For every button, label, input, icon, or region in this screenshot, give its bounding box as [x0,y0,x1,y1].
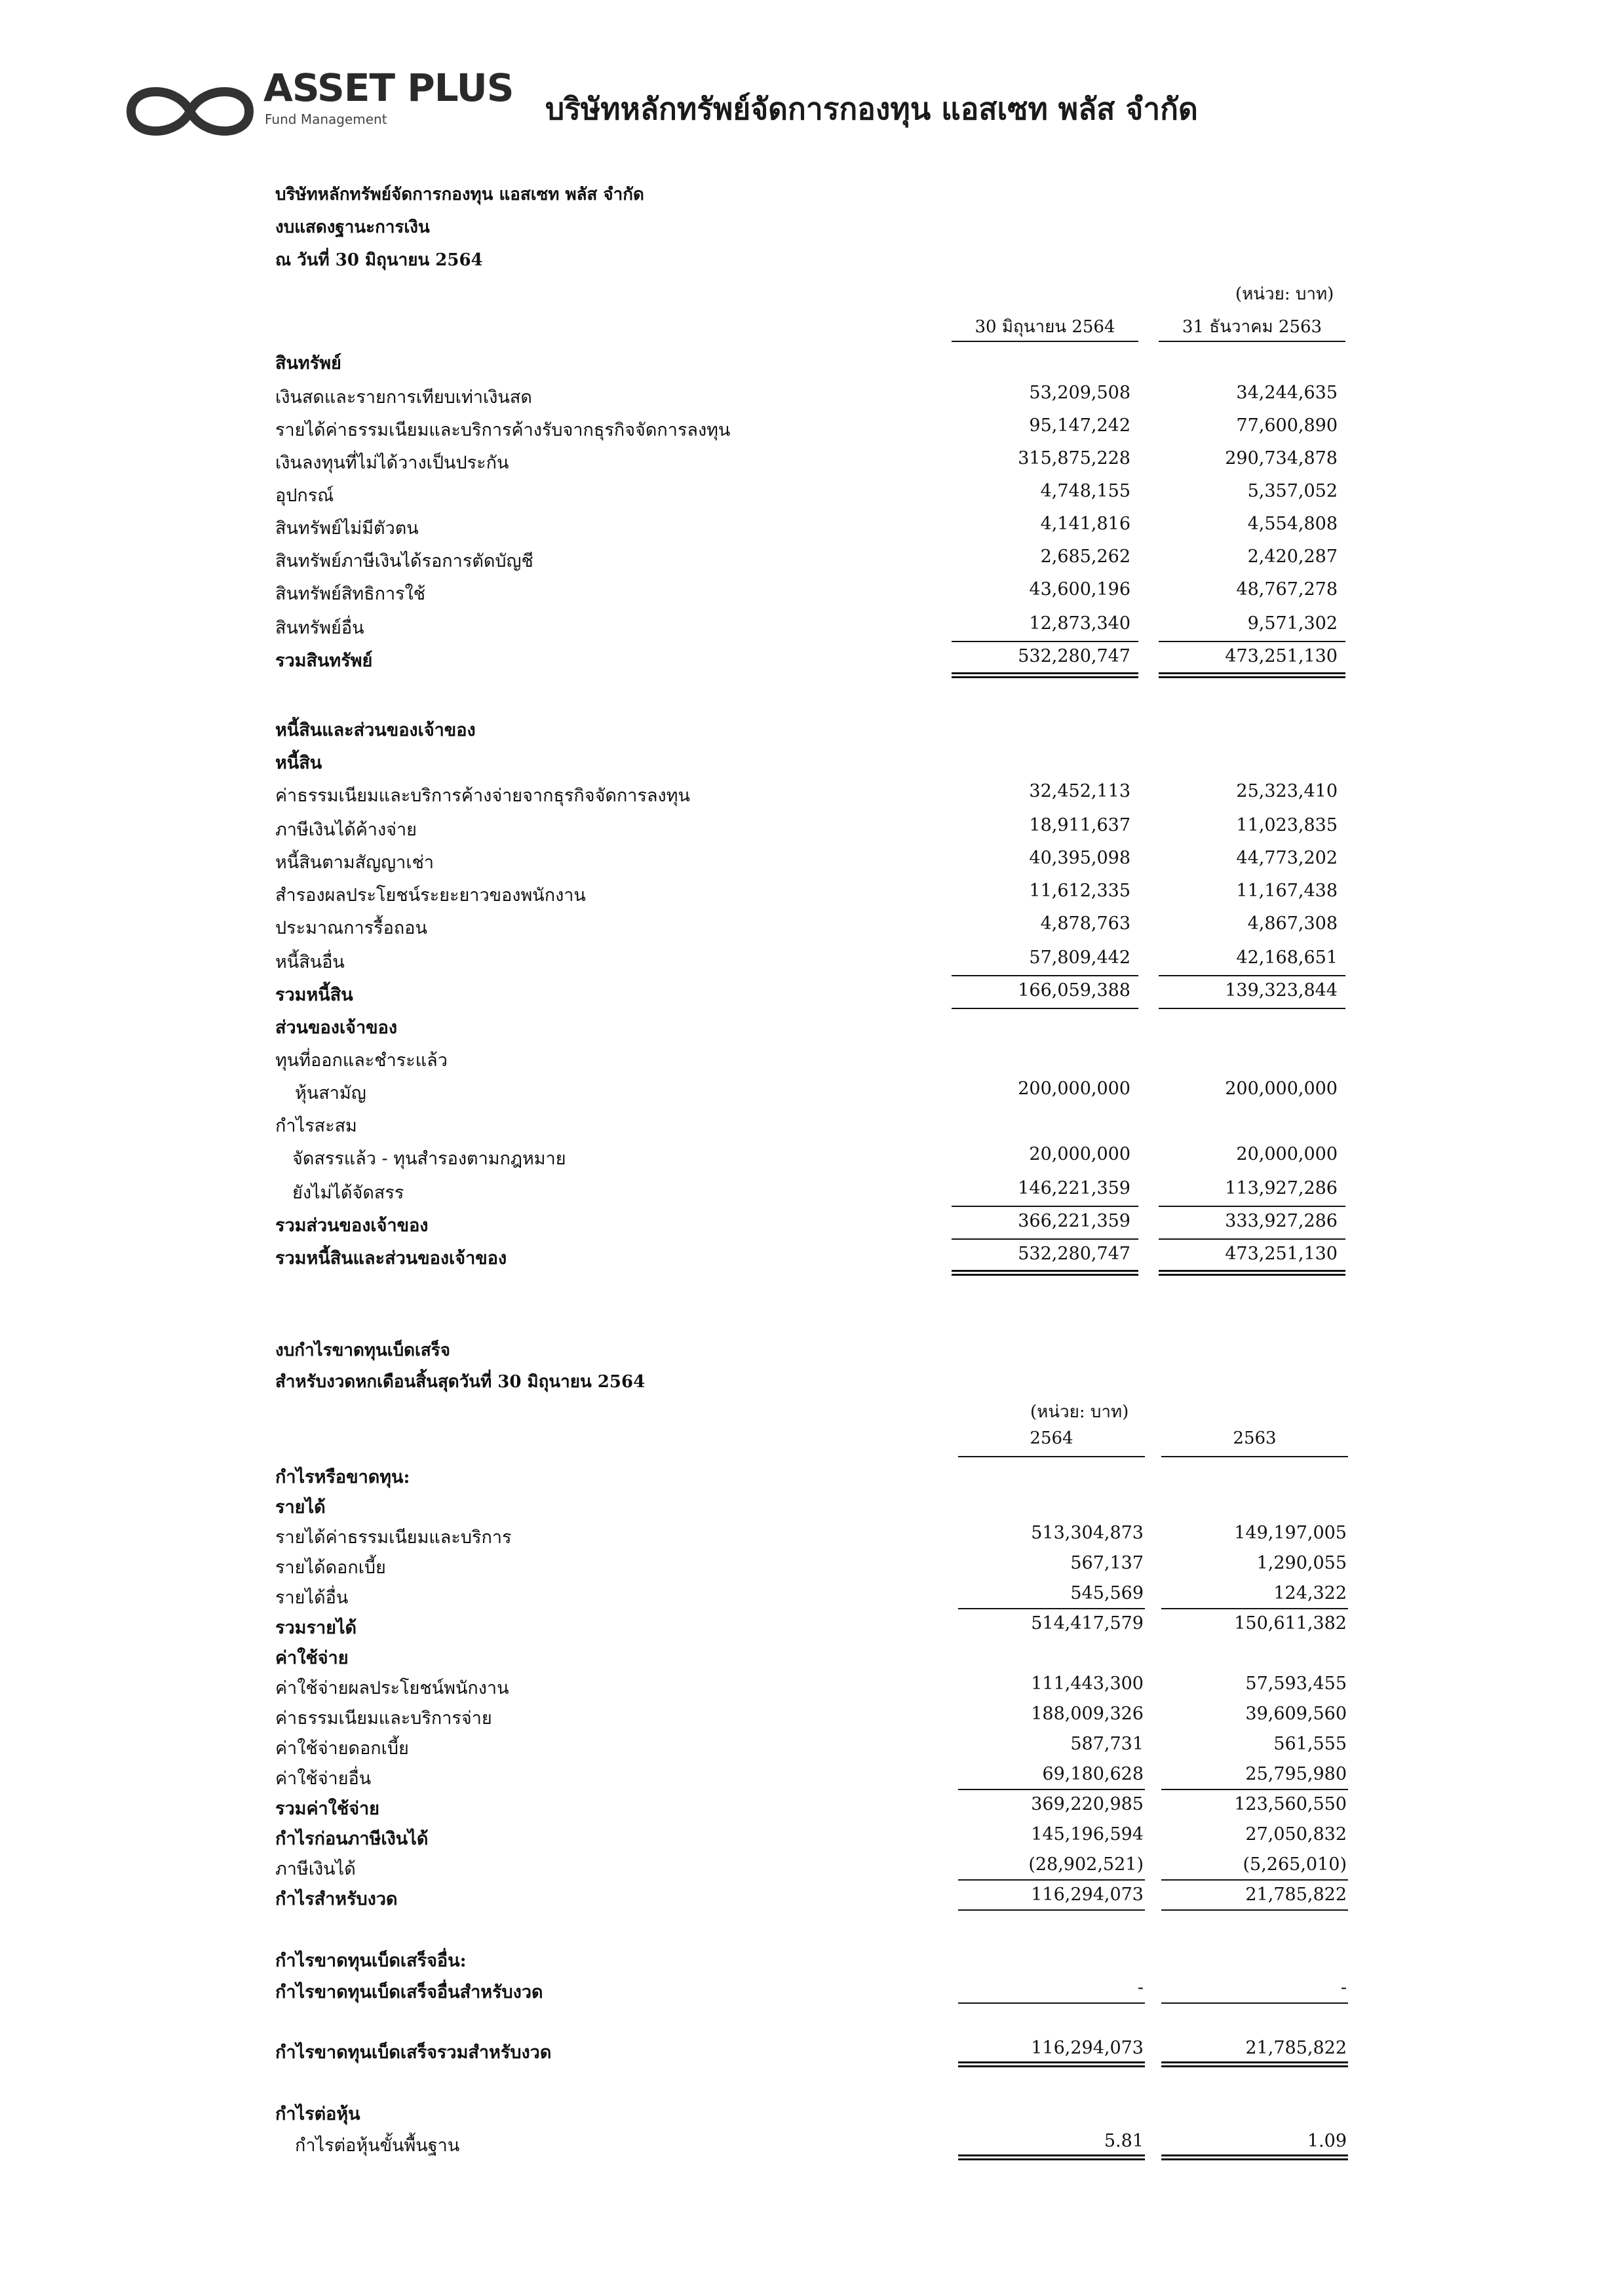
statement-row [0,1942,1622,1975]
statement-row [0,1881,1622,1913]
row-label: รายได้ [275,1497,326,1518]
value-prior-period: 11,167,438 [1236,881,1338,901]
statement-row [0,944,1622,976]
statement-row [0,379,1622,411]
value-current-period: 53,209,508 [1029,383,1130,403]
statement-row [0,1009,1622,1042]
value-prior-period: 123,560,550 [1234,1794,1347,1814]
statement-row [0,1140,1622,1173]
value-prior-period: 149,197,005 [1234,1523,1347,1543]
value-current-period: 18,911,637 [1029,815,1130,835]
row-label: กำไรขาดทุนเบ็ดเสร็จรวมสำหรับงวด [275,2042,552,2063]
bs-title-date: ณ วันที่ 30 มิถุนายน 2564 [275,250,483,270]
statement-row [0,1579,1622,1612]
statement-row [0,1107,1622,1140]
is-title-statement: งบกำไรขาดทุนเบ็ดเสร็จ [275,1341,450,1360]
value-prior-period: 25,795,980 [1245,1764,1347,1784]
bs-column-header-2564: 30 มิถุนายน 2564 [975,317,1115,337]
statement-row [0,1639,1622,1672]
row-label: อุปกรณ์ [275,486,334,506]
statement-row [0,543,1622,575]
value-prior-period: 113,927,286 [1225,1178,1338,1198]
value-current-period: 514,417,579 [1031,1613,1144,1634]
row-label: รวมหนี้สินและส่วนของเจ้าของ [275,1248,507,1269]
value-prior-period: 44,773,202 [1236,848,1338,868]
value-current-period: 545,569 [1070,1583,1144,1603]
row-label: กำไรขาดทุนเบ็ดเสร็จอื่น: [275,1951,467,1971]
row-label: ค่าใช้จ่าย [275,1648,349,1668]
statement-row [0,510,1622,543]
row-label: ประมาณการรื้อถอน [275,918,427,938]
value-prior-period: 2,420,287 [1247,546,1338,567]
value-current-period: 32,452,113 [1029,781,1130,801]
statement-row [0,1730,1622,1763]
value-current-period: 366,221,359 [1018,1211,1130,1231]
statement-row [0,1760,1622,1793]
row-label: สำรองผลประโยชน์ระยะยาวของพนักงาน [275,885,586,906]
statement-row [0,909,1622,942]
row-label: เงินลงทุนที่ไม่ได้วางเป็นประกัน [275,453,509,473]
row-label: กำไรสำหรับงวด [275,1889,398,1909]
value-current-period: 116,294,073 [1031,2038,1144,2058]
value-current-period: 57,809,442 [1029,947,1130,968]
value-prior-period: 200,000,000 [1225,1079,1338,1099]
bs-title-statement: งบแสดงฐานะการเงิน [275,218,430,237]
logo-text: ASSET PLUS [263,66,514,110]
statement-row [0,844,1622,877]
value-current-period: 20,000,000 [1029,1144,1130,1164]
statement-row [0,2095,1622,2128]
value-prior-period: 333,927,286 [1225,1211,1338,1231]
statement-row [0,1519,1622,1552]
value-prior-period: 124,322 [1273,1583,1347,1603]
value-current-period: 200,000,000 [1018,1079,1130,1099]
value-current-period: 4,141,816 [1040,514,1130,534]
statement-row [0,744,1622,777]
statement-row [0,1240,1622,1272]
row-label: เงินสดและรายการเทียบเท่าเงินสด [275,387,532,408]
statement-row [0,1207,1622,1240]
value-prior-period: 39,609,560 [1245,1704,1347,1724]
bs-title-company: บริษัทหลักทรัพย์จัดการกองทุน แอสเซท พลัส จำกัด [275,185,644,204]
value-prior-period: 139,323,844 [1225,980,1338,1001]
statement-row [0,1549,1622,1582]
row-label: ยังไม่ได้จัดสรร [292,1183,404,1203]
statement-row [0,575,1622,608]
statement-row [0,1850,1622,1883]
statement-row [0,1075,1622,1107]
row-label: สินทรัพย์ภาษีเงินได้รอการตัดบัญชี [275,551,533,571]
row-label: กำไรก่อนภาษีเงินได้ [275,1829,429,1849]
value-current-period: 587,731 [1070,1734,1144,1754]
value-current-period: 315,875,228 [1018,448,1130,469]
value-current-period: 166,059,388 [1018,980,1130,1001]
row-label: รวมหนี้สิน [275,985,353,1005]
statement-row [0,1700,1622,1732]
value-prior-period: 25,323,410 [1236,781,1338,801]
row-label: สินทรัพย์ไม่มีตัวตน [275,518,419,539]
value-current-period: 69,180,628 [1042,1764,1144,1784]
row-label: หนี้สินอื่น [275,952,345,972]
value-current-period: 369,220,985 [1031,1794,1144,1814]
value-prior-period: 42,168,651 [1236,947,1338,968]
value-prior-period: 473,251,130 [1225,1244,1338,1264]
bs-column-header-2563: 31 ธันวาคม 2563 [1182,317,1323,337]
row-label: รายได้อื่น [275,1588,349,1608]
value-prior-period: 5,357,052 [1247,481,1338,501]
value-current-period: 43,600,196 [1029,579,1130,600]
value-current-period: 145,196,594 [1031,1824,1144,1845]
value-prior-period: 473,251,130 [1225,646,1338,666]
row-label: รวมรายได้ [275,1618,357,1638]
value-prior-period: 27,050,832 [1245,1824,1347,1845]
row-label: สินทรัพย์สิทธิการใช้ [275,584,426,604]
value-current-period: 95,147,242 [1029,415,1130,436]
value-prior-period: 4,554,808 [1247,514,1338,534]
statement-row [0,642,1622,675]
value-current-period: 2,685,262 [1040,546,1130,567]
value-current-period: 146,221,359 [1018,1178,1130,1198]
value-prior-period: - [1340,1978,1347,1998]
value-prior-period: 1.09 [1307,2131,1347,2151]
statement-row [0,1489,1622,1521]
bs-unit-label: (หน่วย: บาท) [1235,284,1334,304]
value-current-period: - [1137,1978,1144,1998]
value-current-period: 5.81 [1104,2131,1144,2151]
is-column-header-2564: 2564 [1030,1428,1073,1448]
value-current-period: 513,304,873 [1031,1523,1144,1543]
statement-row [0,477,1622,510]
statement-row [0,2127,1622,2160]
statement-row [0,712,1622,744]
row-label: รวมส่วนของเจ้าของ [275,1215,429,1236]
value-prior-period: 9,571,302 [1247,613,1338,634]
statement-row [0,1790,1622,1823]
value-prior-period: 21,785,822 [1245,1885,1347,1905]
statement-row [0,777,1622,810]
value-prior-period: 20,000,000 [1236,1144,1338,1164]
row-label: กำไรขาดทุนเบ็ดเสร็จอื่นสำหรับงวด [275,1982,543,2002]
row-label: จัดสรรแล้ว - ทุนสำรองตามกฎหมาย [292,1149,566,1169]
row-label: สินทรัพย์อื่น [275,618,364,638]
statement-row [0,609,1622,642]
statement-row [0,976,1622,1009]
value-prior-period: 48,767,278 [1236,579,1338,600]
value-current-period: 116,294,073 [1031,1885,1144,1905]
logo-subtext: Fund Management [265,111,387,127]
value-current-period: 567,137 [1070,1553,1144,1573]
value-prior-period: 4,867,308 [1247,913,1338,934]
statement-row [0,1609,1622,1642]
row-label: ภาษีเงินได้ค้างจ่าย [275,820,417,840]
value-prior-period: 1,290,055 [1256,1553,1347,1573]
value-current-period: 532,280,747 [1018,646,1130,666]
statement-row [0,2034,1622,2067]
value-prior-period: 57,593,455 [1245,1674,1347,1694]
row-label: รวมค่าใช้จ่าย [275,1799,379,1819]
row-label: รายได้ค่าธรรมเนียมและบริการ [275,1527,512,1548]
statement-row [0,1670,1622,1702]
statement-row [0,877,1622,909]
statement-row [0,1459,1622,1491]
row-label: ส่วนของเจ้าของ [275,1018,398,1038]
row-label: สินทรัพย์ [275,353,341,373]
row-label: รายได้ดอกเบี้ย [275,1558,386,1578]
value-prior-period: 11,023,835 [1236,815,1338,835]
row-label: ค่าธรรมเนียมและบริการค้างจ่ายจากธุรกิจจัดการลงทุน [275,786,690,806]
row-label: ค่าใช้จ่ายอื่น [275,1769,372,1789]
statement-row [0,1820,1622,1853]
statement-row [0,1174,1622,1207]
is-unit-label: (หน่วย: บาท) [1030,1402,1129,1422]
row-label: ภาษีเงินได้ [275,1859,356,1879]
value-current-period: 11,612,335 [1029,881,1130,901]
row-label: หนี้สินตามสัญญาเช่า [275,852,434,873]
statement-row [0,345,1622,377]
row-label: กำไรต่อหุ้นขั้นพื้นฐาน [295,2135,460,2156]
row-label: ทุนที่ออกและชำระแล้ว [275,1050,448,1071]
row-label: กำไรหรือขาดทุน: [275,1467,410,1487]
row-label: หนี้สิน [275,753,322,773]
statement-row [0,1974,1622,2006]
value-prior-period: 150,611,382 [1234,1613,1347,1634]
value-prior-period: (5,265,010) [1243,1854,1347,1875]
is-title-period: สำหรับงวดหกเดือนสิ้นสุดวันที่ 30 มิถุนายน 2564 [275,1372,646,1392]
row-label: รวมสินทรัพย์ [275,651,373,671]
row-label: ค่าใช้จ่ายดอกเบี้ย [275,1738,409,1759]
row-label: หนี้สินและส่วนของเจ้าของ [275,720,476,740]
value-current-period: 188,009,326 [1031,1704,1144,1724]
value-prior-period: 34,244,635 [1236,383,1338,403]
row-label: ค่าธรรมเนียมและบริการจ่าย [275,1708,492,1729]
statement-row [0,1042,1622,1075]
value-current-period: 40,395,098 [1029,848,1130,868]
statement-row [0,411,1622,444]
value-current-period: 532,280,747 [1018,1244,1130,1264]
value-current-period: 111,443,300 [1031,1674,1144,1694]
value-current-period: (28,902,521) [1028,1854,1144,1875]
value-prior-period: 21,785,822 [1245,2038,1347,2058]
row-label: ค่าใช้จ่ายผลประโยชน์พนักงาน [275,1678,509,1698]
statement-row [0,444,1622,477]
row-label: รายได้ค่าธรรมเนียมและบริการค้างรับจากธุรกิจจัดการลงทุน [275,420,731,440]
row-label: กำไรสะสม [275,1116,357,1136]
is-column-header-2563: 2563 [1233,1428,1277,1448]
row-label: กำไรต่อหุ้น [275,2104,360,2124]
value-prior-period: 77,600,890 [1236,415,1338,436]
row-label: หุ้นสามัญ [295,1083,366,1103]
value-prior-period: 561,555 [1273,1734,1347,1754]
company-name-header: บริษัทหลักทรัพย์จัดการกองทุน แอสเซท พลัส จำกัด [545,91,1198,126]
statement-row [0,811,1622,844]
value-current-period: 4,878,763 [1040,913,1130,934]
value-current-period: 4,748,155 [1040,481,1130,501]
value-prior-period: 290,734,878 [1225,448,1338,469]
value-current-period: 12,873,340 [1029,613,1130,634]
